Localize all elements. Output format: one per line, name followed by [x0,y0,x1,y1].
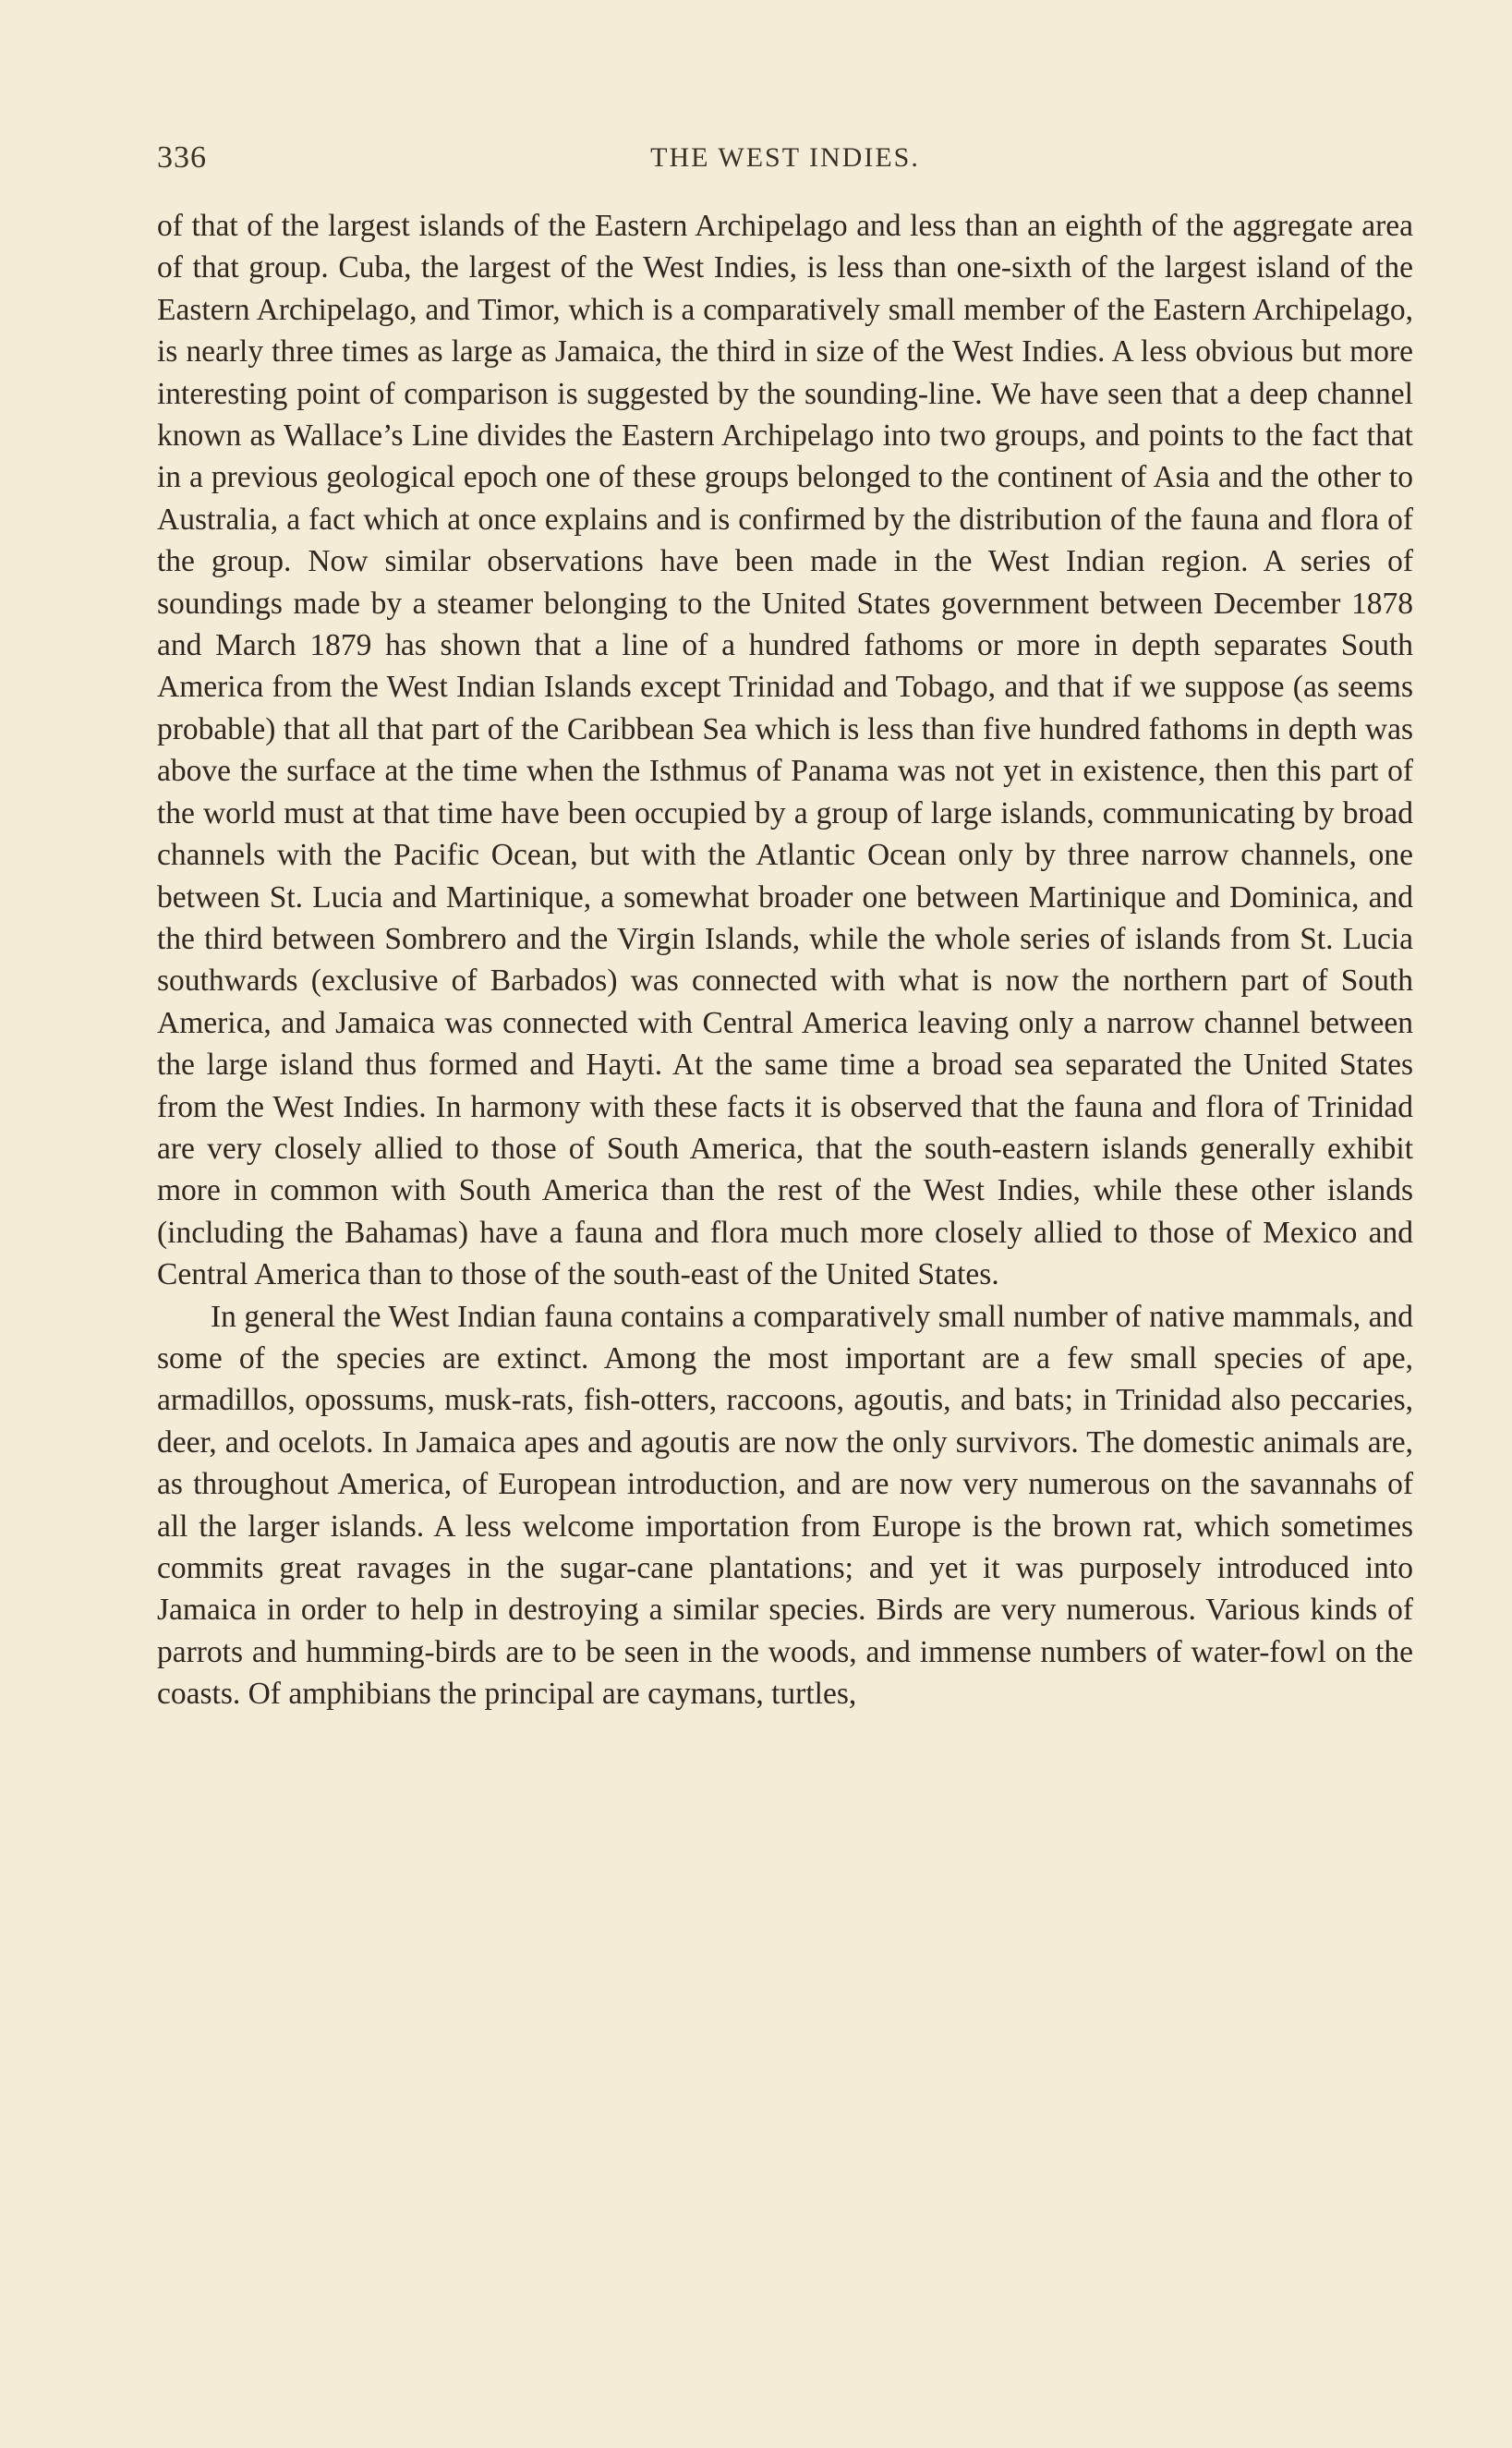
paragraph-2: In general the West Indian fauna contains a comparatively small number of native mammals, and some of the species are extinct. Among the most important are a few small species of ape, armadillos, opossums, musk-rats, fish-otters, raccoons, agoutis, and bats; in Trinidad also peccaries, deer, and ocelots. In Jamaica apes and agoutis are now the only survivors. The domestic animals are, as throughout America, of European introduction, and are now very numerous on the savannahs of all the larger islands. A less welcome importation from Europe is the brown rat, which sometimes commits great ravages in the sugar-cane plantations; and yet it was purposely introduced into Jamaica in order to help in destroying a similar species. Birds are very numerous. Various kinds of parrots and humming-birds are to be seen in the woods, and immense numbers of water-fowl on the coasts. Of amphibians the principal are caymans, turtles, [157,1299,1413,1712]
page-number: 336 [157,140,207,175]
running-title: THE WEST INDIES. [650,142,920,173]
paragraph-1: of that of the largest islands of the Eastern Archipelago and less than an eighth of the aggregate area of that group. Cuba, the largest of the West Indies, is less than one-sixth of the largest island of the Eastern Archipelago, and Timor, which is a comparatively small member of the Eastern Archipelago, is nearly three times as large as Jamaica, the third in size of the West Indies. A less obvious but more interesting point of comparison is suggested by the sounding-line. We have seen that a deep channel known as Wallace’s Line divides the Eastern Archipelago into two groups, and points to the fact that in a previous geological epoch one of these groups belonged to the continent of Asia and the other to Australia, a fact which at once explains and is confirmed by the distribution of the fauna and flora of the group. Now similar observations have been made in the West Indian region. A series of soundings made by a steamer belonging to the United States government between December 1878 and March 1879 has shown that a line of a hundred fathoms or more in depth separates South America from the West Indian Islands except Trinidad and Tobago, and that if we suppose (as seems probable) that all that part of the Caribbean Sea which is less than five hundred fathoms in depth was above the surface at the time when the Isthmus of Panama was not yet in existence, then this part of the world must at that time have been occupied by a group of large islands, communicating by broad channels with the Pacific Ocean, but with the Atlantic Ocean only by three narrow channels, one between St. Lucia and Martinique, a somewhat broader one between Martinique and Dominica, and the third between Sombrero and the Virgin Islands, while the whole series of islands from St. Lucia southwards (exclusive of Barbados) was connected with what is now the northern part of South America, and Jamaica was connected with Central America leaving only a narrow channel between the large island thus formed and Hayti. At the same time a broad sea separated the United States from the West Indies. In harmony with these facts it is observed that the fauna and flora of Trinidad are very closely allied to those of South America, that the south-eastern islands generally exhibit more in common with South America than the rest of the West Indies, while these other islands (including the Bahamas) have a fauna and flora much more closely allied to those of Mexico and Central America than to those of the south-east of the United States. [157,209,1413,1292]
page-header [157,140,1413,187]
body-text [157,205,1413,1715]
